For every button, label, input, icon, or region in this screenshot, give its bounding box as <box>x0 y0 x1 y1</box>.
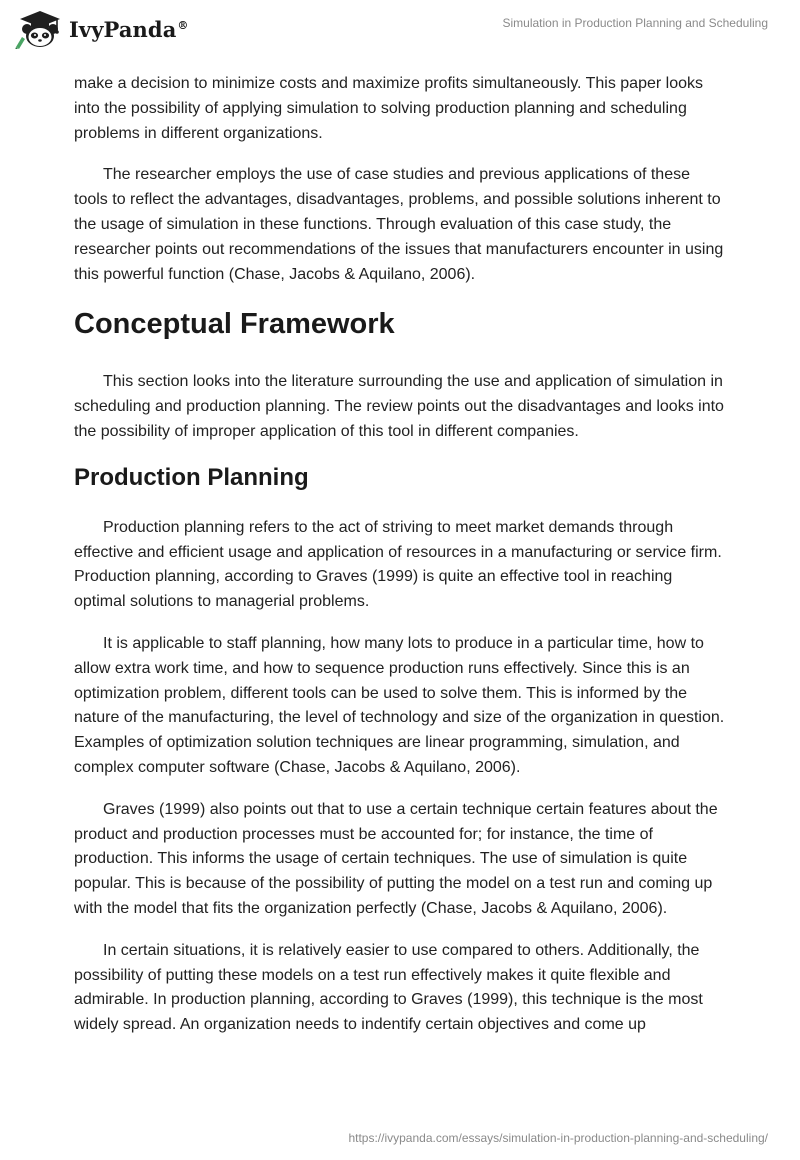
section-heading-production-planning: Production Planning <box>74 463 309 491</box>
body-paragraph: Graves (1999) also points out that to use a certain technique certain features about the product and production processes must be accounted for; for instance, the time of production. This informs the usage of certain techniques. The use of simulation is quite popular. This is because of the possibility of putting the model on a test run and coming up with the model that fits the organization perfectly (Chase, Jacobs & Aquilano, 2006). <box>74 800 718 917</box>
document-title: Simulation in Production Planning and Scheduling <box>502 16 768 30</box>
intro-paragraph: The researcher employs the use of case studies and previous applications of these tools to reflect the advantages, disadvantages, problems, and possible solutions inherent to the usage of simulation in these functions. Through evaluation of this case study, the researcher points out recommendations of the issues that manufacturers encounter in using this powerful function (Chase, Jacobs & Aquilano, 2006). <box>74 166 724 283</box>
framework-paragraph: This section looks into the literature surrounding the use and application of simulation in scheduling and production planning. The review points out the disadvantages and looks into the possibility of improper application of this tool in different companies. <box>74 373 724 440</box>
body-paragraph: Production planning refers to the act of striving to meet market demands through effective and efficient usage and application of resources in a manufacturing or service firm. Production planning, according to Graves (1999) is quite an effective tool in reaching optimal solutions to managerial problems. <box>74 518 722 611</box>
body-paragraph: In certain situations, it is relatively easier to use compared to others. Additionally, the possibility of putting these models on a test run effectively makes it quite flexible and admirable. In production planning, according to Graves (1999), this technique is the most widely spread. An organization needs to indentify certain objectives and come up <box>74 941 703 1034</box>
essay-content <box>74 72 728 1055</box>
intro-paragraph: make a decision to minimize costs and maximize profits simultaneously. This paper looks into the possibility of applying simulation to solving production planning and scheduling problems in different organizations. <box>74 75 703 142</box>
brand-logo[interactable] <box>14 9 189 49</box>
page-header <box>0 0 800 62</box>
panda-logo-icon <box>14 9 62 49</box>
source-url[interactable]: https://ivypanda.com/essays/simulation-in-production-planning-and-scheduling/ <box>348 1131 768 1145</box>
registered-mark: ® <box>177 18 189 32</box>
body-paragraph: It is applicable to staff planning, how many lots to produce in a particular time, how to allow extra work time, and how to sequence production runs effectively. Since this is an optimization problem, different tools can be used to solve them. This is informed by the nature of the manufacturing, the level of technology and size of the organization in question. Examples of optimization solution techniques are linear programming, simulation, and complex computer software (Chase, Jacobs & Aquilano, 2006). <box>74 634 725 776</box>
brand-name: IvyPanda® <box>69 16 189 42</box>
section-heading-conceptual-framework: Conceptual Framework <box>74 308 395 341</box>
